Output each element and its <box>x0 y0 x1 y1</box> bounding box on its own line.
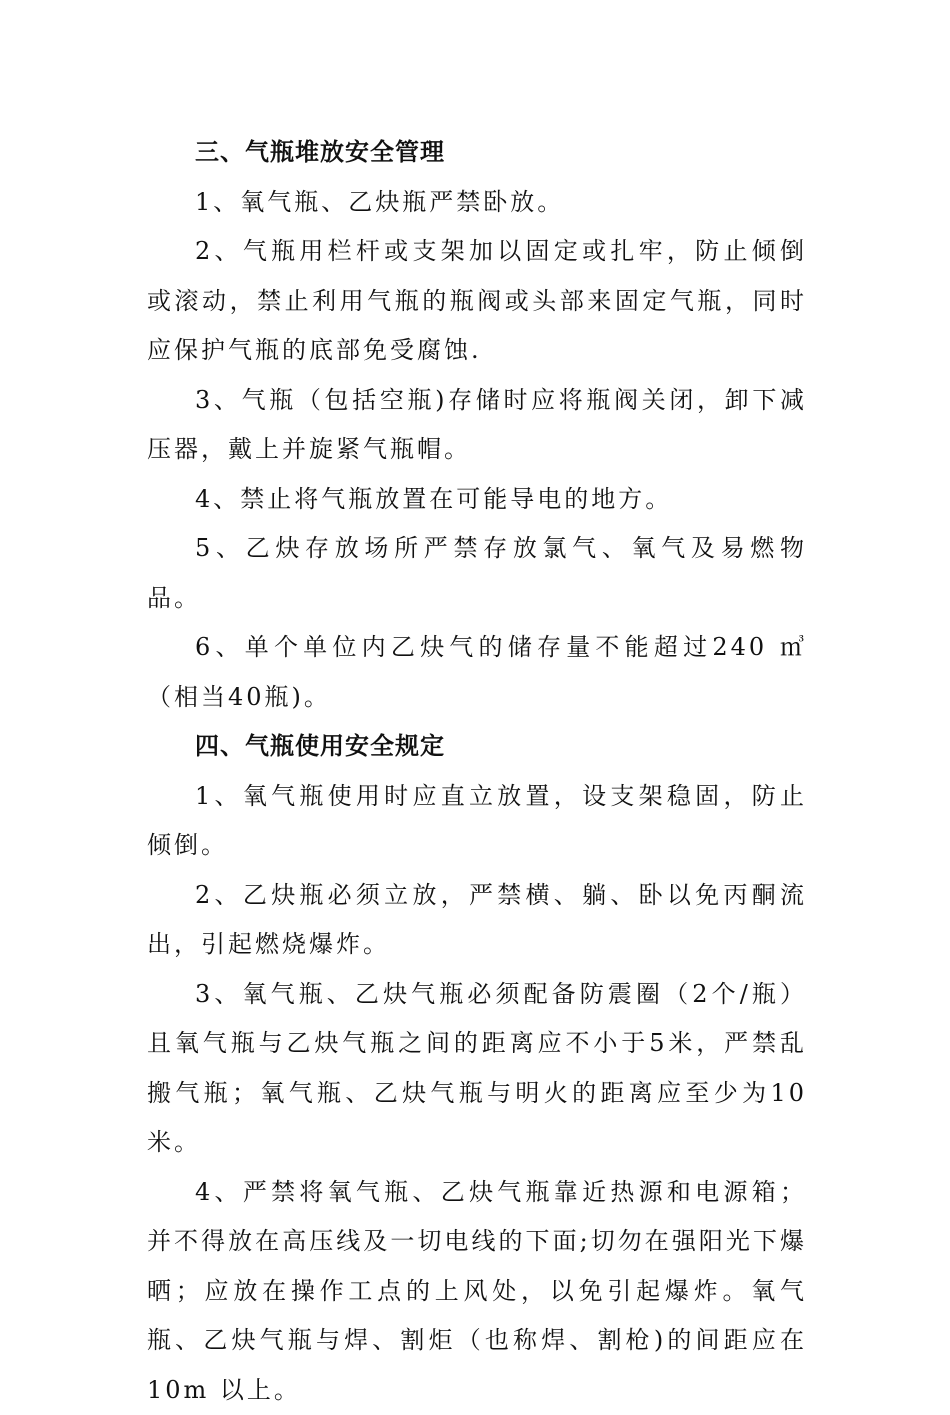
document-body <box>147 128 807 1415</box>
paragraph: 4、严禁将氧气瓶、乙炔气瓶靠近热源和电源箱；并不得放在高压线及一切电线的下面;切勿在强阳光下爆晒；应放在操作工点的上风处，以免引起爆炸。氧气瓶、乙炔气瓶与焊、割炬（也称焊、割枪)的间距应在10m 以上。 <box>147 1168 807 1415</box>
paragraph: 4、禁止将气瓶放置在可能导电的地方。 <box>147 475 807 525</box>
paragraph: 2、乙炔瓶必须立放，严禁横、躺、卧以免丙酮流出，引起燃烧爆炸。 <box>147 871 807 970</box>
paragraph: 1、氧气瓶使用时应直立放置，设支架稳固，防止倾倒。 <box>147 772 807 871</box>
paragraph: 3、气瓶（包括空瓶)存储时应将瓶阀关闭，卸下减压器，戴上并旋紧气瓶帽。 <box>147 376 807 475</box>
paragraph: 5、乙炔存放场所严禁存放氯气、氧气及易燃物品。 <box>147 524 807 623</box>
section-heading-cylinder-storage: 三、气瓶堆放安全管理 <box>147 128 807 178</box>
paragraph: 6、单个单位内乙炔气的储存量不能超过240 ㎥（相当40瓶)。 <box>147 623 807 722</box>
paragraph: 3、氧气瓶、乙炔气瓶必须配备防震圈（2个/瓶）且氧气瓶与乙炔气瓶之间的距离应不小于5米，严禁乱搬气瓶；氧气瓶、乙炔气瓶与明火的距离应至少为10米。 <box>147 970 807 1168</box>
section-heading-cylinder-usage: 四、气瓶使用安全规定 <box>147 722 807 772</box>
paragraph: 1、氧气瓶、乙炔瓶严禁卧放。 <box>147 178 807 228</box>
paragraph: 2、气瓶用栏杆或支架加以固定或扎牢，防止倾倒或滚动，禁止利用气瓶的瓶阀或头部来固定气瓶，同时应保护气瓶的底部免受腐蚀. <box>147 227 807 376</box>
